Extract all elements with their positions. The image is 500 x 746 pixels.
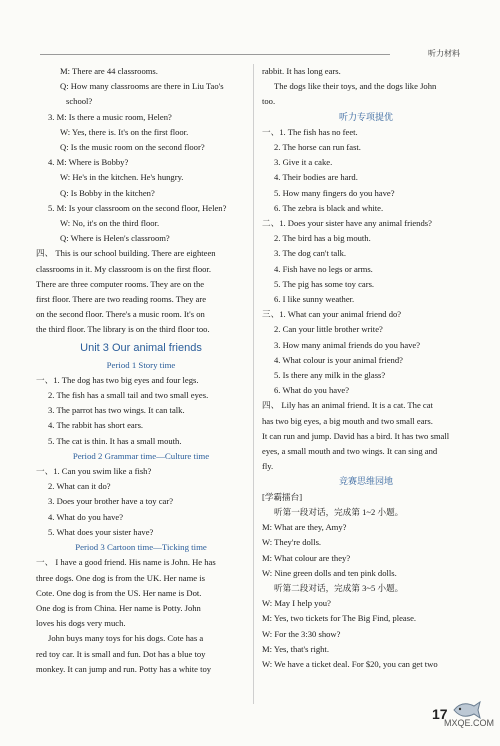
text-line: 听第一段对话，完成第 1~2 小题。	[274, 506, 404, 517]
left-column	[36, 64, 246, 677]
text-line: 6. What do you have?	[274, 385, 350, 396]
text-line: 2. The horse can run fast.	[274, 142, 361, 153]
text-line: W: May I help you?	[262, 598, 331, 609]
boxed-label: [学霸擂台]	[262, 491, 303, 502]
period-heading: Period 3 Cartoon time—Ticking time	[75, 542, 207, 553]
text-line: the third floor. The library is on the third floor too.	[36, 324, 210, 335]
text-line: 3. The dog can't talk.	[274, 248, 347, 259]
text-line: W: Yes, there is. It's on the first floor.	[60, 126, 189, 137]
text-line: W: They're dolls.	[262, 537, 322, 548]
text-line: 2. The bird has a big mouth.	[274, 233, 371, 244]
text-line: 6. The zebra is black and white.	[274, 202, 384, 213]
text-line: W: We have a ticket deal. For $20, you can get two	[262, 658, 438, 669]
section-heading: 听力专项提优	[338, 111, 393, 122]
text-line: 三、1. What can your animal friend do?	[262, 309, 402, 320]
text-line: three dogs. One dog is from the UK. Her name is	[36, 572, 205, 583]
text-line: 6. I like sunny weather.	[274, 294, 355, 305]
text-line: 一、1. The dog has two big eyes and four legs.	[36, 374, 199, 385]
text-line: The dogs like their toys, and the dogs like John	[274, 81, 437, 92]
text-line: Q: Is Bobby in the kitchen?	[60, 187, 155, 198]
page-number: 17	[432, 706, 448, 722]
text-line: Cote. One dog is from the US. Her name is Dot.	[36, 587, 202, 598]
text-line: classrooms in it. My classroom is on the first floor.	[36, 263, 211, 274]
fish-logo-icon	[452, 698, 482, 720]
right-column	[262, 64, 470, 672]
header-rule	[40, 54, 390, 55]
text-line: 2. What can it do?	[48, 481, 111, 492]
text-line: 4. M: Where is Bobby?	[48, 157, 129, 168]
text-line: W: Nine green dolls and ten pink dolls.	[262, 567, 397, 578]
text-line: Q: How many classrooms are there in Liu Tao's	[60, 81, 224, 92]
text-line: W: For the 3:30 show?	[262, 628, 341, 639]
page-header	[40, 48, 460, 60]
text-line: 3. Give it a cake.	[274, 157, 333, 168]
text-line: 一、1. The fish has no feet.	[262, 126, 358, 137]
watermark: MXQE.COM	[444, 718, 495, 728]
text-line: 一、 I have a good friend. His name is John. He has	[36, 557, 216, 568]
text-line: M: Yes, that's right.	[262, 643, 329, 654]
text-line: 2. Can your little brother write?	[274, 324, 383, 335]
text-line: school?	[66, 96, 93, 107]
text-line: on the second floor. There's a music room. It's on	[36, 309, 205, 320]
text-line: rabbit. It has long ears.	[262, 66, 341, 76]
text-line: One dog is from China. Her name is Potty. John	[36, 602, 201, 613]
text-line: John buys many toys for his dogs. Cote has a	[48, 633, 204, 644]
text-line: It can run and jump. David has a bird. It has two small	[262, 430, 450, 441]
text-line: Q: Is the music room on the second floor?	[60, 142, 205, 153]
text-line: 二、1. Does your sister have any animal friends?	[262, 218, 432, 229]
text-line: 5. M: Is your classroom on the second floor, Helen?	[48, 202, 227, 213]
text-line: Q: Where is Helen's classroom?	[60, 233, 170, 244]
text-line: 一、1. Can you swim like a fish?	[36, 466, 152, 477]
text-line: 4. The rabbit has short ears.	[48, 420, 144, 431]
period-heading: Period 2 Grammar time—Culture time	[72, 450, 210, 461]
text-line: M: What are they, Amy?	[262, 522, 347, 533]
text-line: 3. M: Is there a music room, Helen?	[48, 111, 172, 122]
text-line: eyes, a small mouth and two wings. It can sing and	[262, 446, 438, 457]
text-line: 5. How many fingers do you have?	[274, 187, 395, 198]
text-line: 3. The parrot has two wings. It can talk.	[48, 405, 185, 416]
text-line: 4. Fish have no legs or arms.	[274, 263, 373, 274]
text-line: loves his dogs very much.	[36, 618, 126, 629]
text-line: W: He's in the kitchen. He's hungry.	[60, 172, 184, 183]
text-line: M: What colour are they?	[262, 552, 351, 563]
text-line: 5. What does your sister have?	[48, 526, 154, 537]
text-line: has two big eyes, a big mouth and two small ears.	[262, 415, 433, 426]
text-line: 3. How many animal friends do you have?	[274, 339, 421, 350]
text-line: 听第二段对话，完成第 3~5 小题。	[274, 582, 404, 593]
text-line: first floor. There are two reading rooms. They are	[36, 294, 207, 305]
text-line: fly.	[262, 461, 274, 472]
text-line: 4. What colour is your animal friend?	[274, 354, 403, 365]
text-line: 4. Their bodies are hard.	[274, 172, 358, 183]
text-line: 5. The pig has some toy cars.	[274, 278, 375, 289]
text-line: 5. The cat is thin. It has a small mouth.	[48, 435, 182, 446]
text-line: 2. The fish has a small tail and two small eyes.	[48, 390, 209, 401]
text-line: monkey. It can jump and run. Potty has a white toy	[36, 663, 212, 674]
text-line: too.	[262, 96, 276, 107]
text-line: M: There are 44 classrooms.	[60, 66, 158, 76]
column-divider	[253, 64, 254, 704]
text-line: M: Yes, two tickets for The Big Find, please.	[262, 613, 417, 624]
text-line: W: No, it's on the third floor.	[60, 218, 160, 229]
period-heading: Period 1 Story time	[106, 359, 176, 370]
text-line: There are three computer rooms. They are on the	[36, 278, 205, 289]
text-line: red toy car. It is small and fun. Dot has a blue toy	[36, 648, 206, 659]
text-line: 4. What do you have?	[48, 511, 124, 522]
header-tag: 听力材料	[428, 49, 460, 58]
unit-heading: Unit 3 Our animal friends	[80, 341, 202, 354]
text-line: 3. Does your brother have a toy car?	[48, 496, 174, 507]
text-line: 四、 Lily has an animal friend. It is a cat. The cat	[262, 400, 433, 411]
section-heading: 竞赛思维园地	[338, 476, 393, 487]
text-line: 5. Is there any milk in the glass?	[274, 370, 386, 381]
text-line: 四、 This is our school building. There are eighteen	[36, 248, 216, 259]
